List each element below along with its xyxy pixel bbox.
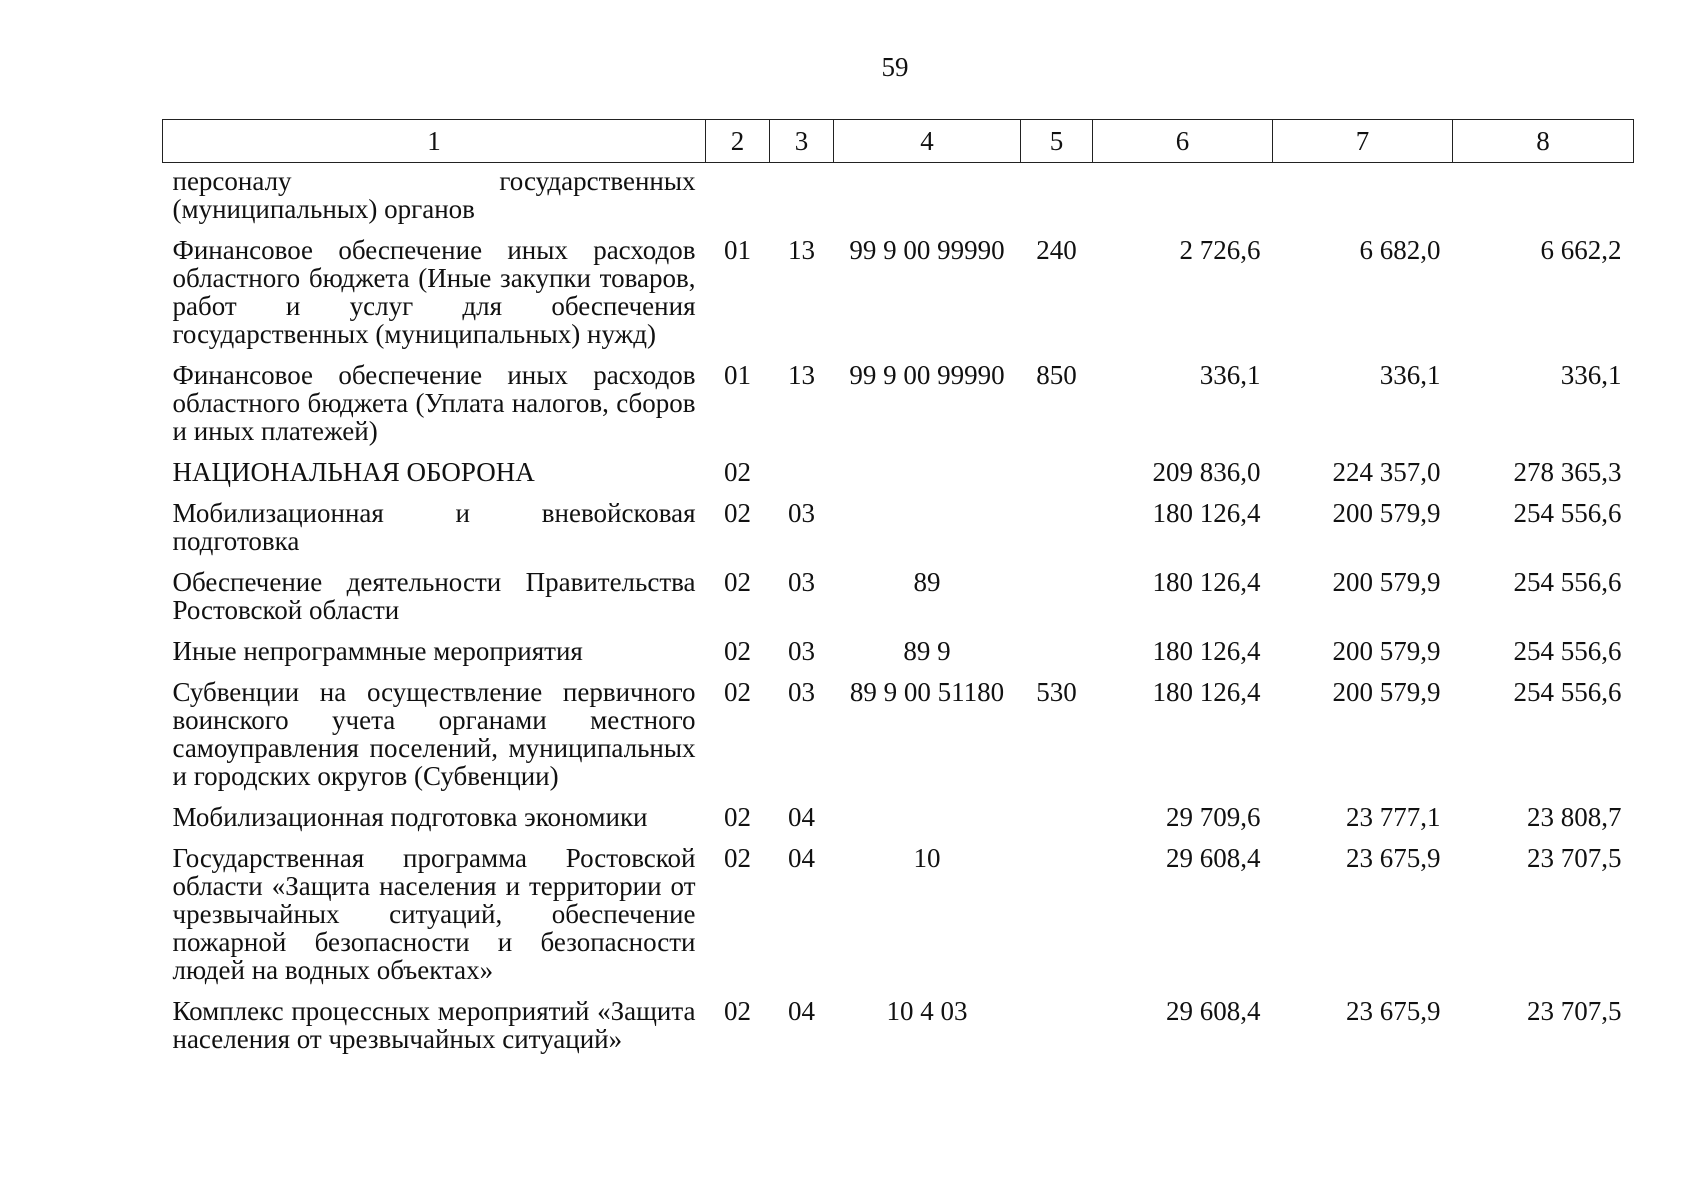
- row-amount-6: 336,1: [1199, 360, 1261, 390]
- row-name: Мобилизационная подготовка экономики: [172, 802, 648, 832]
- row-expense-type: 530: [1036, 677, 1077, 707]
- header-row: [163, 120, 1634, 163]
- row-subsection: 03: [788, 567, 815, 597]
- row-target-article: 10 4 03: [886, 996, 968, 1026]
- row-target-article: [834, 458, 1021, 499]
- row-amount-8: 6 662,2: [1540, 235, 1622, 265]
- header-cell-4: 4: [834, 120, 1021, 163]
- row-expense-type: 850: [1036, 360, 1077, 390]
- row-target-article: [834, 803, 1021, 844]
- row-target-article: 10: [913, 843, 941, 873]
- header-cell-8: 8: [1453, 120, 1634, 163]
- row-amount-7: 336,1: [1379, 360, 1441, 390]
- row-amount-8: [1453, 163, 1634, 237]
- page-number: 59: [881, 52, 909, 82]
- row-subsection: 04: [788, 802, 815, 832]
- row-amount-8: 254 556,6: [1513, 567, 1622, 597]
- row-amount-8: 254 556,6: [1513, 498, 1622, 528]
- row-target-article: 99 9 00 99990: [849, 360, 1005, 390]
- row-expense-type: [1021, 568, 1093, 637]
- row-amount-7: 23 675,9: [1346, 843, 1441, 873]
- table-row: [163, 163, 1634, 237]
- row-name: НАЦИОНАЛЬНАЯ ОБОРОНА: [172, 457, 535, 487]
- row-section: 02: [724, 996, 751, 1026]
- row-amount-7: [1273, 163, 1453, 237]
- header-cell-6: 6: [1093, 120, 1273, 163]
- table-row: [163, 568, 1634, 637]
- row-expense-type: [1021, 163, 1093, 237]
- row-target-article: 89: [913, 567, 941, 597]
- row-subsection: 04: [788, 843, 815, 873]
- row-amount-8: 254 556,6: [1513, 636, 1622, 666]
- table-row: [163, 637, 1634, 678]
- row-amount-7: 23 777,1: [1346, 802, 1441, 832]
- row-name: Мобилизационная и вневойсковая подготовка: [172, 498, 696, 556]
- header-cell-5: 5: [1021, 120, 1093, 163]
- row-amount-6: [1093, 163, 1273, 237]
- row-section: 02: [724, 802, 751, 832]
- header-cell-3: 3: [770, 120, 834, 163]
- row-amount-7: 200 579,9: [1332, 567, 1441, 597]
- table-row: [163, 458, 1634, 499]
- row-section: 01: [724, 235, 751, 265]
- table-row: [163, 678, 1634, 803]
- row-expense-type: [1021, 803, 1093, 844]
- row-amount-6: 29 608,4: [1166, 996, 1261, 1026]
- row-amount-6: 180 126,4: [1152, 677, 1261, 707]
- row-section: 01: [724, 360, 751, 390]
- row-amount-7: 200 579,9: [1332, 636, 1441, 666]
- row-amount-6: 2 726,6: [1179, 235, 1261, 265]
- row-amount-6: 180 126,4: [1152, 498, 1261, 528]
- row-subsection: 13: [788, 360, 815, 390]
- row-expense-type: 240: [1036, 235, 1077, 265]
- row-amount-7: 6 682,0: [1359, 235, 1441, 265]
- row-subsection: 03: [788, 498, 815, 528]
- row-target-article: 99 9 00 99990: [849, 235, 1005, 265]
- row-amount-7: 200 579,9: [1332, 498, 1441, 528]
- row-amount-8: 23 707,5: [1527, 996, 1622, 1026]
- row-name: Государственная программа Ростовской области «Защита населения и территории от чрезвычайных ситуаций, обеспечение пожарной безопасности и безопасности людей на водных объектах»: [172, 843, 696, 985]
- budget-table: [162, 119, 1634, 1053]
- header-cell-7: 7: [1273, 120, 1453, 163]
- row-subsection: 04: [788, 996, 815, 1026]
- row-amount-7: 200 579,9: [1332, 677, 1441, 707]
- row-amount-8: 254 556,6: [1513, 677, 1622, 707]
- row-amount-8: 23 808,7: [1527, 802, 1622, 832]
- header-cell-1: 1: [163, 120, 706, 163]
- row-section: 02: [724, 567, 751, 597]
- table-row: [163, 361, 1634, 458]
- row-name: персоналу государственных (муниципальных) органов: [172, 166, 696, 224]
- row-expense-type: [1021, 844, 1093, 997]
- row-name: Комплекс процессных мероприятий «Защита населения от чрезвычайных ситуаций»: [172, 996, 696, 1054]
- row-subsection: [770, 163, 834, 237]
- row-name: Финансовое обеспечение иных расходов областного бюджета (Иные закупки товаров, работ и услуг для обеспечения государственных (муниципальных) нужд): [172, 235, 696, 349]
- row-subsection: 03: [788, 677, 815, 707]
- row-target-article: 89 9: [903, 636, 951, 666]
- row-name: Обеспечение деятельности Правительства Ростовской области: [172, 567, 696, 625]
- row-subsection: 13: [788, 235, 815, 265]
- row-amount-7: 23 675,9: [1346, 996, 1441, 1026]
- row-section: 02: [724, 636, 751, 666]
- row-expense-type: [1021, 458, 1093, 499]
- row-amount-6: 29 608,4: [1166, 843, 1261, 873]
- row-section: 02: [724, 843, 751, 873]
- row-expense-type: [1021, 499, 1093, 568]
- row-target-article: [834, 499, 1021, 568]
- row-target-article: [834, 163, 1021, 237]
- row-subsection: 03: [788, 636, 815, 666]
- table-row: [163, 844, 1634, 997]
- row-subsection: [770, 458, 834, 499]
- row-target-article: 89 9 00 51180: [849, 677, 1005, 707]
- row-amount-7: 224 357,0: [1332, 457, 1441, 487]
- row-amount-6: 29 709,6: [1166, 802, 1261, 832]
- table-row: [163, 236, 1634, 361]
- header-cell-2: 2: [706, 120, 770, 163]
- row-amount-8: 336,1: [1560, 360, 1622, 390]
- row-section: 02: [724, 457, 751, 487]
- row-section: [706, 163, 770, 237]
- row-amount-8: 23 707,5: [1527, 843, 1622, 873]
- row-expense-type: [1021, 637, 1093, 678]
- row-name: Финансовое обеспечение иных расходов областного бюджета (Уплата налогов, сборов и иных платежей): [172, 360, 696, 446]
- row-name: Субвенции на осуществление первичного воинского учета органами местного самоуправления поселений, муниципальных и городских округов (Субвенции): [172, 677, 696, 791]
- row-expense-type: [1021, 997, 1093, 1053]
- row-amount-8: 278 365,3: [1513, 457, 1622, 487]
- table-row: [163, 499, 1634, 568]
- table-row: [163, 997, 1634, 1053]
- row-section: 02: [724, 498, 751, 528]
- row-amount-6: 180 126,4: [1152, 636, 1261, 666]
- row-amount-6: 180 126,4: [1152, 567, 1261, 597]
- row-section: 02: [724, 677, 751, 707]
- table-row: [163, 803, 1634, 844]
- row-name: Иные непрограммные мероприятия: [172, 636, 583, 666]
- row-amount-6: 209 836,0: [1152, 457, 1261, 487]
